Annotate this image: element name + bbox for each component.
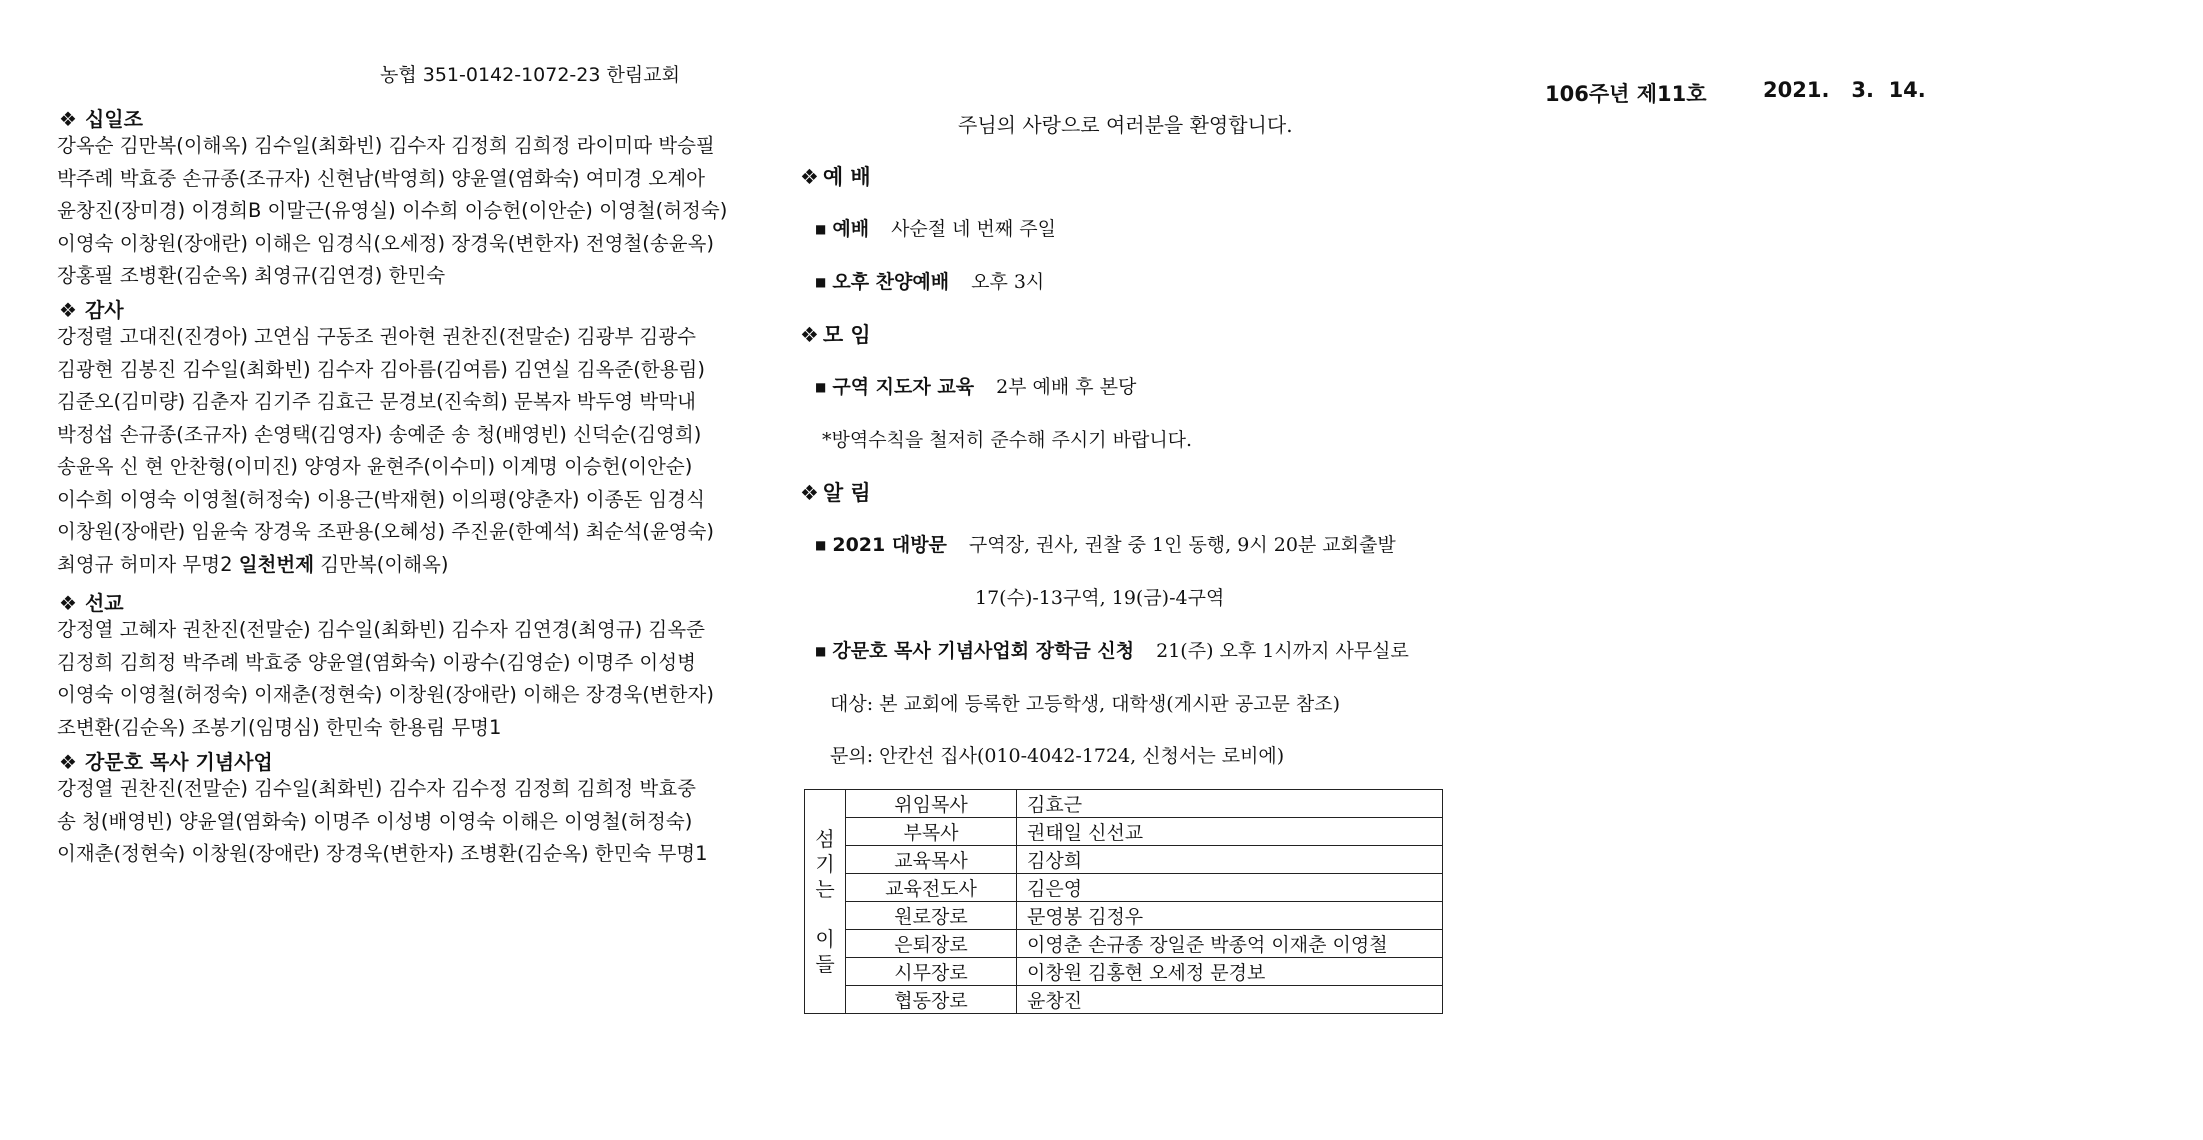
list-item: 이수희 이영숙 이영철(허정숙) 이용근(박재현) 이의평(양춘자) 이종돈 임경식 [57, 487, 705, 511]
worship-label: 예배 [832, 218, 870, 240]
table-row [805, 846, 1443, 874]
list-item: 강정렬 고대진(진경아) 고연심 구동조 권아현 권찬진(전말순) 김광부 김광수 [57, 325, 696, 348]
diamond-icon: ❖ [800, 323, 819, 347]
meeting-text: 2부 예배 후 본당 [996, 376, 1137, 398]
diamond-icon: ❖ [800, 165, 819, 189]
list-item: 송윤옥 신 현 안찬형(이미진) 양영자 윤현주(이수미) 이계명 이승헌(이안순) [57, 455, 693, 478]
side-label-char: 기 [815, 851, 835, 876]
notice-scholarship [815, 636, 1409, 663]
meeting-heading: ❖ 모 임 [800, 323, 871, 347]
staff-side-label [805, 790, 846, 1014]
list-item: 이창원(장애란) 임윤숙 장경욱 조판용(오혜성) 주진윤(한예석) 최순석(윤영숙) [57, 520, 714, 543]
mission-names [57, 614, 714, 744]
square-bullet-icon: ■ [815, 222, 827, 236]
staff-role: 교육목사 [846, 846, 1017, 874]
list-item: 박주례 박효중 손규종(조규자) 신현남(박영희) 양윤열(염화숙) 여미경 오계아 [57, 166, 705, 190]
list-item [57, 549, 714, 582]
list-item: 김광현 김봉진 김수일(최화빈) 김수자 김아름(김여름) 김연실 김옥준(한용림) [57, 357, 705, 381]
notice-label: 강문호 목사 기념사업회 장학금 신청 [832, 640, 1135, 662]
square-bullet-icon: ■ [815, 644, 827, 658]
list-item: 강정열 고혜자 권찬진(전말순) 김수일(최화빈) 김수자 김연경(최영규) 김옥준 [57, 618, 705, 641]
notice-visit-schedule: 17(수)-13구역, 19(금)-4구역 [975, 587, 1225, 609]
side-label-gap [805, 902, 845, 927]
staff-names: 문영봉 김정우 [1017, 902, 1443, 930]
scholarship-target: 대상: 본 교회에 등록한 고등학생, 대학생(게시판 공고문 참조) [830, 693, 1341, 715]
notice-label: 2021 대방문 [832, 534, 947, 556]
worship-item [815, 267, 1044, 294]
staff-role: 협동장로 [846, 986, 1017, 1014]
side-label-char: 이 [815, 926, 835, 951]
thanks-names [57, 321, 714, 581]
welcome-text: 주님의 사랑으로 여러분을 환영합니다. [958, 113, 1293, 137]
staff-names: 김효근 [1017, 790, 1443, 818]
notice-text: 구역장, 권사, 권찰 중 1인 동행, 9시 20분 교회출발 [968, 534, 1396, 556]
square-bullet-icon: ■ [815, 380, 827, 394]
list-item-text: 최영규 허미자 무명2 [57, 552, 239, 576]
square-bullet-icon: ■ [815, 538, 827, 552]
table-row [805, 986, 1443, 1014]
staff-table [804, 789, 1443, 1014]
staff-role: 부목사 [846, 818, 1017, 846]
staff-names: 권태일 신선교 [1017, 818, 1443, 846]
list-item: 김준오(김미량) 김춘자 김기주 김효근 문경보(진숙희) 문복자 박두영 박막내 [57, 390, 696, 413]
list-item-text: 김만복(이해옥) [314, 552, 449, 576]
issue-date: 2021. 3. 14. [1763, 78, 1926, 102]
staff-role: 은퇴장로 [846, 930, 1017, 958]
list-item: 이재춘(정현숙) 이창원(장애란) 장경욱(변한자) 조병환(김순옥) 한민숙 무명1 [57, 842, 708, 865]
worship-text: 사순절 네 번째 주일 [891, 218, 1057, 240]
worship-text: 오후 3시 [971, 271, 1045, 293]
section-title-mission: ❖ 선교 [59, 591, 124, 615]
staff-role: 위임목사 [846, 790, 1017, 818]
list-item: 이영숙 이창원(장애란) 이해은 임경식(오세정) 장경욱(변한자) 전영철(송윤옥) [57, 231, 714, 255]
staff-role: 원로장로 [846, 902, 1017, 930]
worship-heading: ❖ 예 배 [800, 165, 871, 189]
scholarship-inquiry: 문의: 안칸선 집사(010-4042-1724, 신청서는 로비에) [830, 745, 1285, 767]
side-label-char: 섬 [815, 826, 835, 851]
section-title-memorial: ❖ 강문호 목사 기념사업 [59, 750, 273, 774]
section-title-tithe: ❖ 십일조 [59, 107, 143, 131]
list-item-bold: 일천번제 [238, 552, 315, 576]
side-label-char: 들 [815, 951, 835, 976]
side-label-char: 는 [815, 876, 835, 901]
notice-heading: ❖ 알 림 [800, 481, 871, 505]
table-row [805, 818, 1443, 846]
staff-role: 교육전도사 [846, 874, 1017, 902]
notice-text: 21(주) 오후 1시까지 사무실로 [1156, 640, 1409, 662]
worship-item [815, 214, 1056, 241]
list-item: 김정희 김희정 박주례 박효중 양윤열(염화숙) 이광수(김영순) 이명주 이성병 [57, 650, 696, 674]
tithe-names [57, 130, 727, 293]
meeting-label: 구역 지도자 교육 [832, 376, 975, 398]
square-bullet-icon: ■ [815, 275, 827, 289]
table-row [805, 958, 1443, 986]
diamond-icon: ❖ [59, 107, 77, 131]
list-item: 조변환(김순옥) 조봉기(임명심) 한민숙 한용림 무명1 [57, 715, 502, 739]
list-item: 윤창진(장미경) 이경희B 이말근(유영실) 이수희 이승헌(이안순) 이영철(허정숙) [57, 199, 728, 222]
list-item: 강옥순 김만복(이해옥) 김수일(최화빈) 김수자 김정희 김희정 라이미따 박승필 [57, 134, 715, 157]
staff-names: 김은영 [1017, 874, 1443, 902]
table-row [805, 930, 1443, 958]
staff-names: 이창원 김홍현 오세정 문경보 [1017, 958, 1443, 986]
account-number: 농협 351-0142-1072-23 한림교회 [380, 64, 680, 86]
staff-role: 시무장로 [846, 958, 1017, 986]
staff-names: 이영춘 손규종 장일준 박종억 이재춘 이영철 [1017, 930, 1443, 958]
notice-visit [815, 530, 1396, 557]
staff-names: 김상희 [1017, 846, 1443, 874]
staff-names: 윤창진 [1017, 986, 1443, 1014]
table-row [805, 902, 1443, 930]
diamond-icon: ❖ [59, 591, 77, 615]
worship-label: 오후 찬양예배 [832, 271, 950, 293]
diamond-icon: ❖ [800, 481, 819, 505]
meeting-item [815, 372, 1136, 399]
issue-number: 106주년 제11호 [1545, 82, 1707, 106]
diamond-icon: ❖ [59, 750, 77, 774]
diamond-icon: ❖ [59, 298, 77, 322]
list-item: 이영숙 이영철(허정숙) 이재춘(정현숙) 이창원(장애란) 이해은 장경욱(변한자) [57, 683, 714, 706]
list-item: 장홍필 조병환(김순옥) 최영규(김연경) 한민숙 [57, 264, 446, 287]
table-row [805, 790, 1443, 818]
list-item: 강정열 권찬진(전말순) 김수일(최화빈) 김수자 김수정 김정희 김희정 박효중 [57, 777, 696, 800]
section-title-thanks: ❖ 감사 [59, 298, 124, 322]
meeting-note: *방역수칙을 철저히 준수해 주시기 바랍니다. [822, 429, 1193, 451]
list-item: 송 청(배영빈) 양윤열(염화숙) 이명주 이성병 이영숙 이해은 이영철(허정숙) [57, 809, 693, 833]
list-item: 박정섭 손규종(조규자) 손영택(김영자) 송예준 송 청(배영빈) 신덕순(김영희) [57, 422, 702, 446]
table-row [805, 874, 1443, 902]
memorial-names [57, 773, 708, 871]
